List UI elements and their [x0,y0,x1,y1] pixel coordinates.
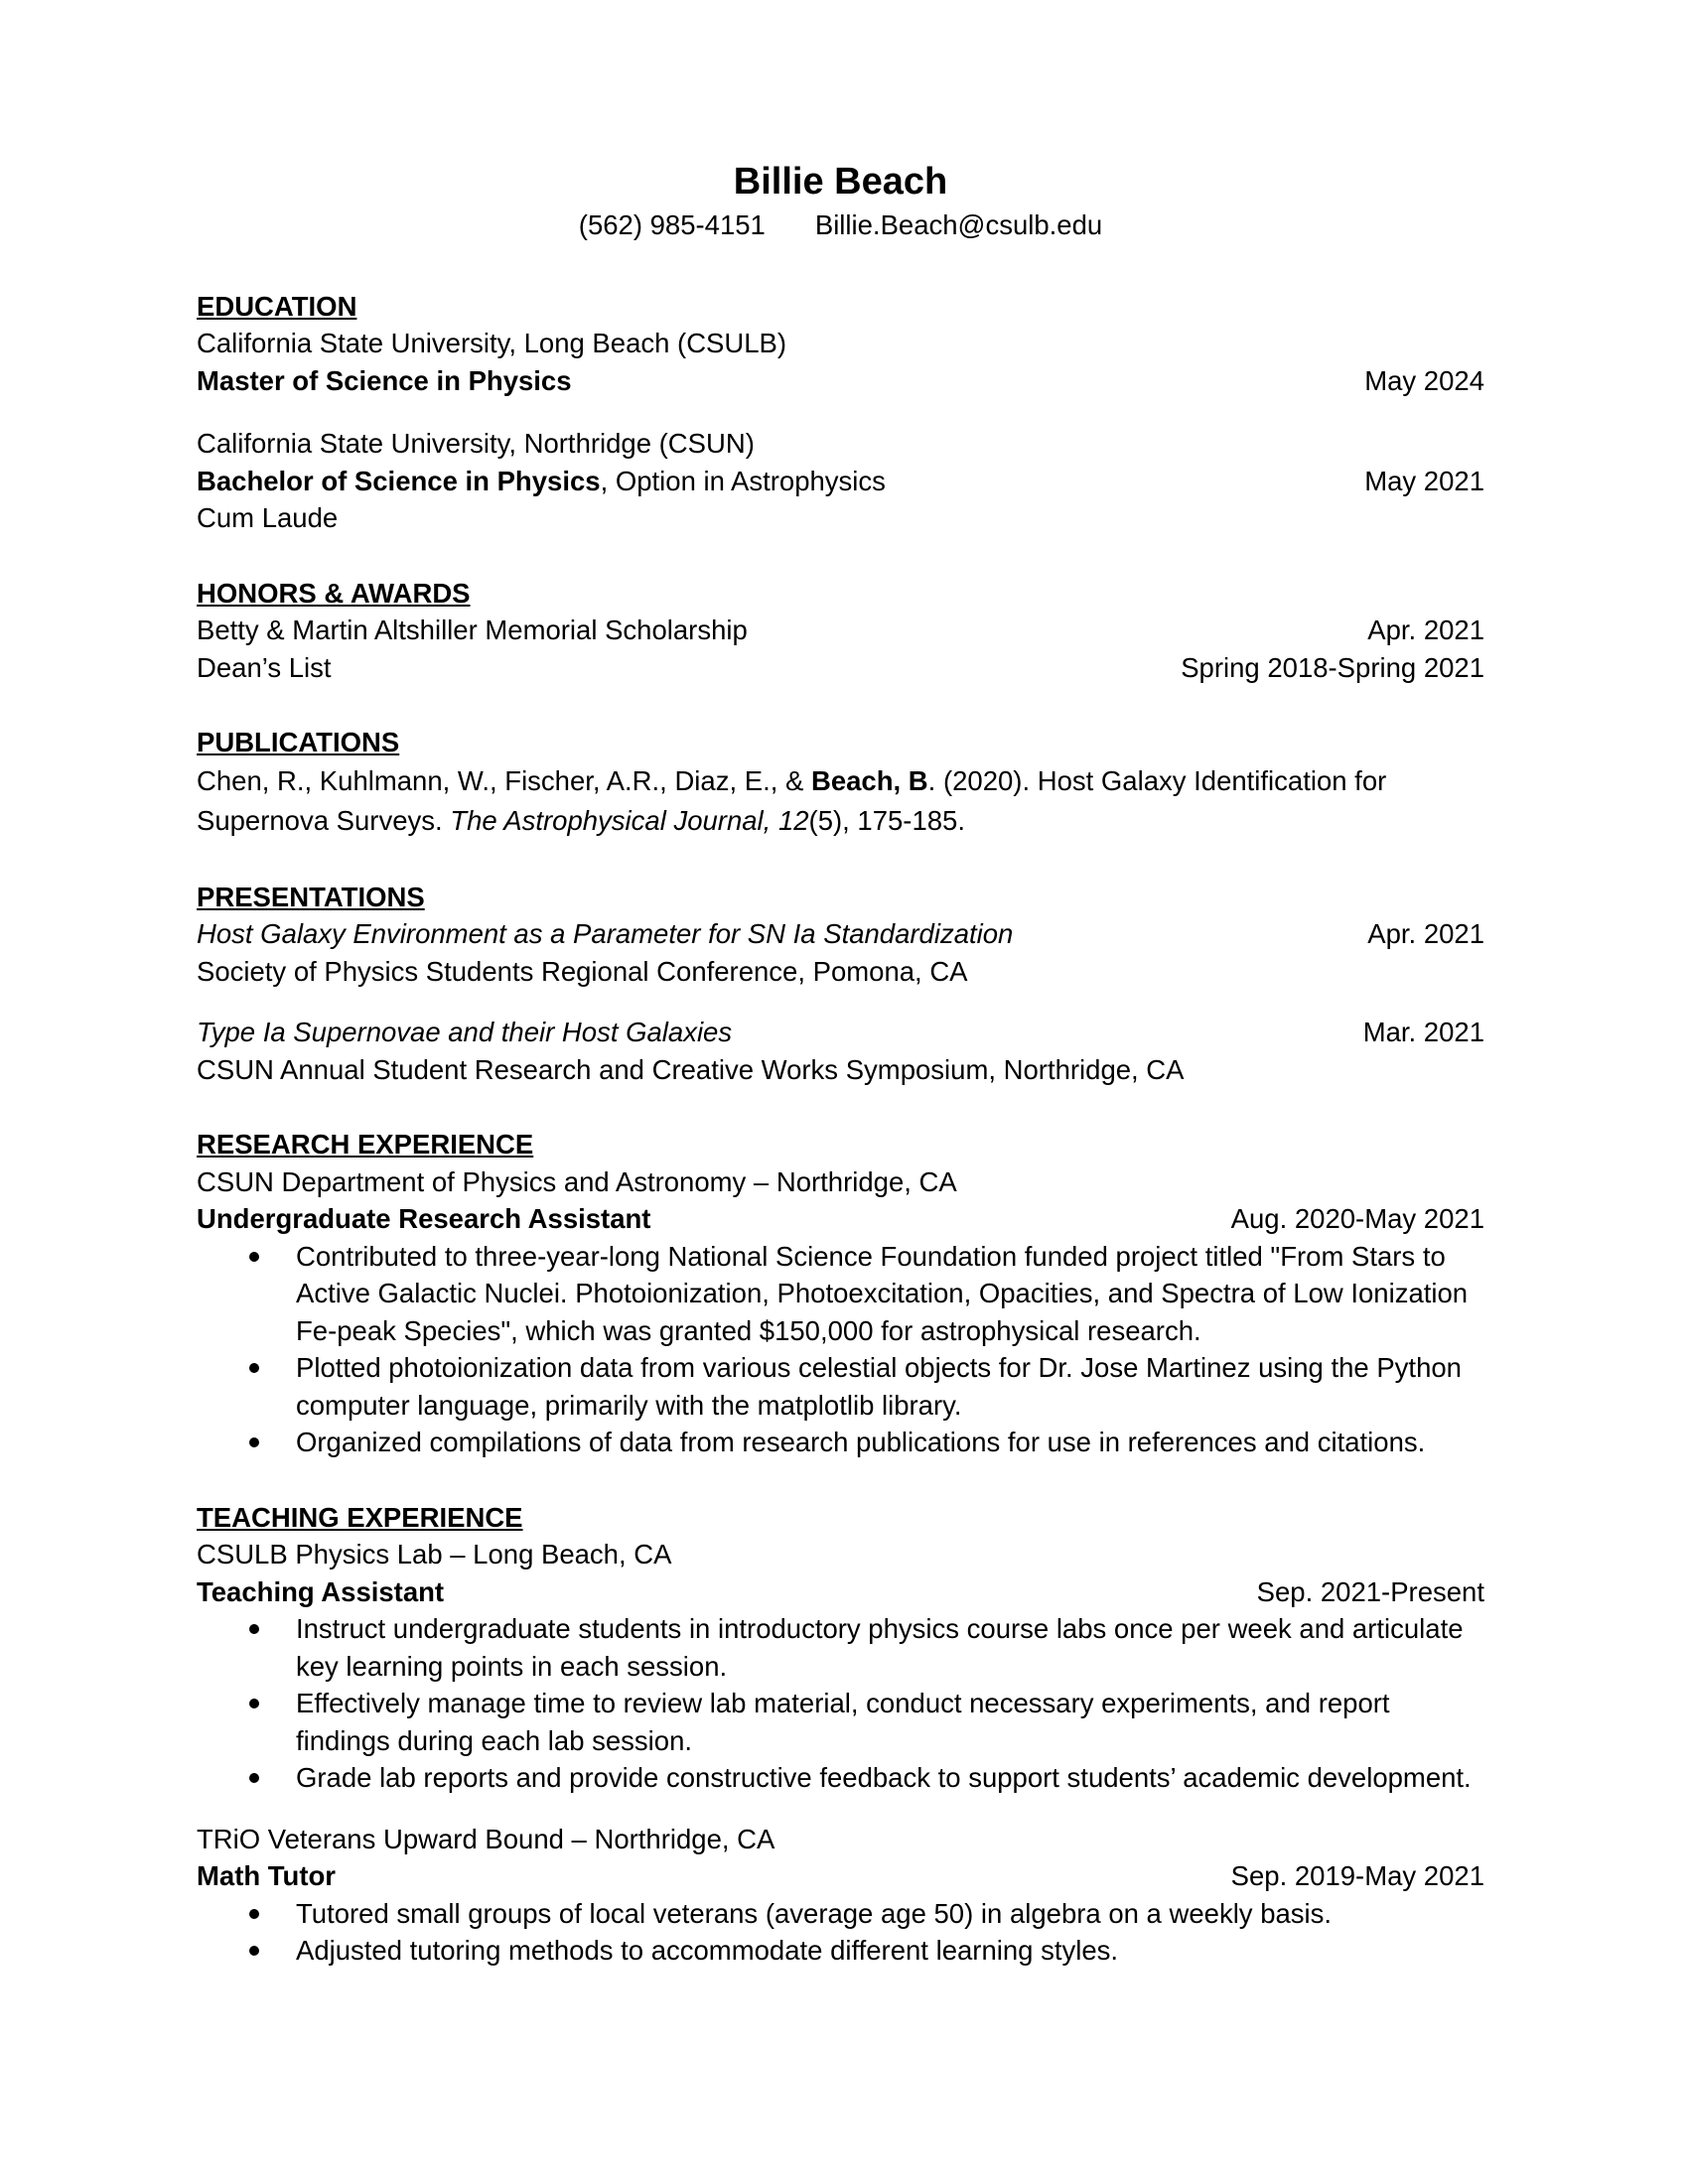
bullet-item: Plotted photoionization data from various celestial objects for Dr. Jose Martinez using the Python computer language, primarily with the matplotlib library. [296,1349,1484,1424]
research-heading: RESEARCH EXPERIENCE [197,1129,534,1160]
degree-row [197,362,1484,400]
honors-heading: HONORS & AWARDS [197,577,471,609]
degree-title: Bachelor of Science in Physics [197,465,601,496]
candidate-name: Billie Beach [733,161,948,203]
honor-date: Spring 2018-Spring 2021 [1181,651,1484,683]
bullet-item: Adjusted tutoring methods to accommodate different learning styles. [296,1932,1484,1970]
bullet-item: Grade lab reports and provide constructive feedback to support students’ academic development. [296,1759,1484,1797]
teaching-heading: TEACHING EXPERIENCE [197,1501,523,1533]
teaching-organization: CSULB Physics Lab – Long Beach, CA [197,1539,672,1570]
publications-heading: PUBLICATIONS [197,727,400,757]
latin-honor: Cum Laude [197,502,339,533]
presentation-title: Type Ia Supernovae and their Host Galaxies [197,1017,733,1047]
honor-name: Betty & Martin Altshiller Memorial Scholarship [197,614,748,645]
presentations-section [197,879,1484,1089]
degree-option: , Option in Astrophysics [600,465,886,496]
bullet-item: Organized compilations of data from research publications for use in references and citations. [296,1424,1484,1461]
citation-authors: Chen, R., Kuhlmann, W., Fischer, A.R., Diaz, E., & [197,764,811,796]
presentation-row [197,915,1484,953]
citation-pages: (5), 175-185. [808,804,965,836]
research-organization: CSUN Department of Physics and Astronomy – Northridge, CA [197,1165,957,1197]
school-name: California State University, Northridge (CSUN) [197,428,755,459]
publications-section [197,724,1484,841]
education-heading: EDUCATION [197,290,357,322]
research-date: Aug. 2020-May 2021 [1230,1203,1484,1234]
presentation-title: Host Galaxy Environment as a Parameter for SN Ia Standardization [197,918,1014,949]
publication-citation [197,761,1484,841]
presentations-heading: PRESENTATIONS [197,881,425,912]
bullet-item: Instruct undergraduate students in introductory physics course labs once per week and articulate key learning points in each session. [296,1610,1484,1685]
presentation-venue: CSUN Annual Student Research and Creative Works Symposium, Northridge, CA [197,1053,1185,1085]
teaching-date: Sep. 2021-Present [1256,1575,1484,1607]
school-name: California State University, Long Beach (CSULB) [197,328,787,358]
email-address: Billie.Beach@csulb.edu [814,209,1103,240]
contact-line [197,206,1484,244]
bullet-item: Contributed to three-year-long National Science Foundation funded project titled "From Stars to Active Galactic Nuclei. Photoionization, Photoexcitation, Opacities, and Spectra of Low Ionization Fe-peak Species", which was granted $150,000 for astrophysical research. [296,1238,1484,1350]
bullet-item: Tutored small groups of local veterans (average age 50) in algebra on a weekly basis. [296,1895,1484,1933]
honors-section [197,575,1484,687]
degree-date: May 2024 [1364,364,1484,396]
degree-date: May 2021 [1364,465,1484,496]
honor-row [197,649,1484,687]
citation-journal: The Astrophysical Journal, 12 [450,804,809,836]
teaching-section [197,1499,1484,1970]
tutoring-bullets [197,1895,1484,1970]
education-section [197,288,1484,537]
resume-page [197,159,1484,1970]
honor-date: Apr. 2021 [1367,614,1484,645]
teaching-bullets [197,1610,1484,1797]
citation-title: . (2020). Host Galaxy Identification for Supernova Surveys. [197,764,1387,836]
teaching-role-row [197,1573,1484,1611]
degree-title: Master of Science in Physics [197,364,572,396]
bullet-item: Effectively manage time to review lab material, conduct necessary experiments, and report findings during each lab session. [296,1685,1484,1759]
degree-row [197,463,1484,500]
honor-name: Dean’s List [197,651,332,683]
teaching-role-row [197,1857,1484,1895]
presentation-row [197,1014,1484,1051]
teaching-role: Math Tutor [197,1860,337,1891]
citation-self-author: Beach, B [810,764,928,796]
research-bullets [197,1238,1484,1461]
phone-number: (562) 985-4151 [578,209,766,240]
research-role-row [197,1200,1484,1238]
teaching-role: Teaching Assistant [197,1575,445,1607]
honor-row [197,612,1484,649]
presentation-venue: Society of Physics Students Regional Conference, Pomona, CA [197,955,968,987]
research-section [197,1126,1484,1461]
teaching-date: Sep. 2019-May 2021 [1230,1860,1484,1891]
teaching-organization: TRiO Veterans Upward Bound – Northridge, CA [197,1823,775,1854]
presentation-date: Mar. 2021 [1362,1017,1484,1047]
research-role: Undergraduate Research Assistant [197,1203,651,1234]
presentation-date: Apr. 2021 [1367,918,1484,949]
